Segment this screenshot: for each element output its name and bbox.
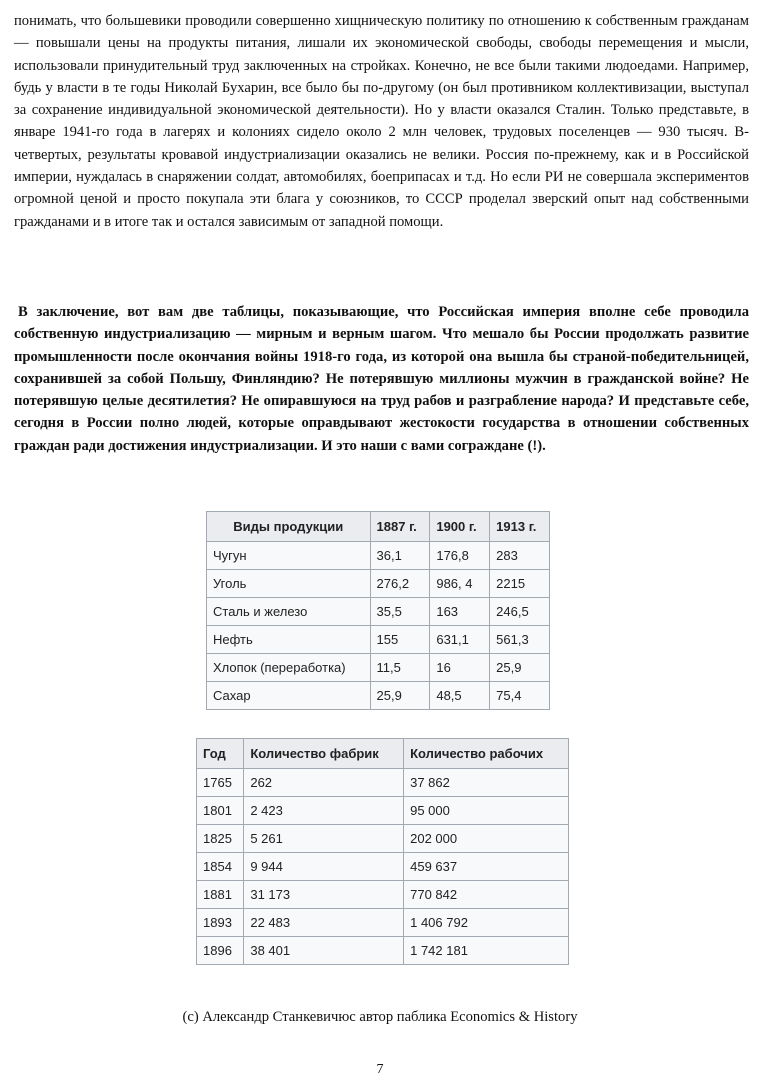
- table-cell: Хлопок (переработка): [207, 654, 371, 682]
- table-cell: 561,3: [490, 626, 550, 654]
- table-row: [197, 797, 569, 825]
- table-cell: 459 637: [404, 853, 569, 881]
- table-row: [197, 937, 569, 965]
- table-cell: 9 944: [244, 853, 404, 881]
- table-cell: 5 261: [244, 825, 404, 853]
- table-cell: Уголь: [207, 570, 371, 598]
- table-cell: Чугун: [207, 542, 371, 570]
- table-cell: 37 862: [404, 769, 569, 797]
- table-cell: 631,1: [430, 626, 490, 654]
- table-cell: Нефть: [207, 626, 371, 654]
- table-cell: 35,5: [370, 598, 430, 626]
- table-cell: 1 742 181: [404, 937, 569, 965]
- table-row: [207, 542, 550, 570]
- table-row: [207, 570, 550, 598]
- table-cell: 48,5: [430, 682, 490, 710]
- table-cell: 155: [370, 626, 430, 654]
- header-factory-count: Количество фабрик: [244, 739, 404, 769]
- table-cell: 1801: [197, 797, 244, 825]
- table-cell: 1825: [197, 825, 244, 853]
- table-cell: 25,9: [490, 654, 550, 682]
- header-product-type: Виды продукции: [207, 512, 371, 542]
- credit-line: (с) Александр Станкевичюс автор паблика Economics & History: [182, 1009, 578, 1025]
- header-1900: 1900 г.: [430, 512, 490, 542]
- table-row: [197, 769, 569, 797]
- table-cell: 176,8: [430, 542, 490, 570]
- table-cell: 1896: [197, 937, 244, 965]
- table-cell: 11,5: [370, 654, 430, 682]
- table-cell: 986, 4: [430, 570, 490, 598]
- table-cell: 1893: [197, 909, 244, 937]
- table-row: [207, 682, 550, 710]
- page-number: 7: [376, 1062, 384, 1077]
- table-cell: 276,2: [370, 570, 430, 598]
- table-cell: 25,9: [370, 682, 430, 710]
- table-cell: 202 000: [404, 825, 569, 853]
- table-cell: Сахар: [207, 682, 371, 710]
- table-cell: 283: [490, 542, 550, 570]
- table-row: [207, 654, 550, 682]
- table-cell: 22 483: [244, 909, 404, 937]
- table-cell: 770 842: [404, 881, 569, 909]
- table-cell: 262: [244, 769, 404, 797]
- table-cell: 2215: [490, 570, 550, 598]
- header-year: Год: [197, 739, 244, 769]
- table-cell: 38 401: [244, 937, 404, 965]
- table-cell: 1 406 792: [404, 909, 569, 937]
- table-cell: 95 000: [404, 797, 569, 825]
- table-row: [207, 626, 550, 654]
- conclusion-paragraph: В заключение, вот вам две таблицы, показывающие, что Российская империя вполне себе проводила собственную индустриализацию — мирным и верным шагом. Что мешало бы России продолжать развитие промышленности после окончания войны 1918-го года, из которой она вышла бы страной-победительницей, сохранившей за собой Польшу, Финляндию? Не потерявшую миллионы мужчин в гражданской войне? Не потерявшую целые десятилетия? Не опиравшуюся на труд рабов и разграбление народа? И представьте себе, сегодня в России полно людей, которые оправдывают жестокости государства в отношении собственных граждан ради достижения индустриализации. И это наши с вами сограждане (!).: [14, 304, 749, 454]
- table-cell: 31 173: [244, 881, 404, 909]
- table-header-row: [197, 739, 569, 769]
- table-header-row: [207, 512, 550, 542]
- table-cell: 246,5: [490, 598, 550, 626]
- production-table: [206, 511, 550, 710]
- factory-table: [196, 738, 569, 965]
- header-worker-count: Количество рабочих: [404, 739, 569, 769]
- table-cell: 1765: [197, 769, 244, 797]
- table-row: [197, 825, 569, 853]
- table-cell: 1854: [197, 853, 244, 881]
- table-cell: 163: [430, 598, 490, 626]
- table-row: [197, 881, 569, 909]
- header-1887: 1887 г.: [370, 512, 430, 542]
- table-cell: Сталь и железо: [207, 598, 371, 626]
- table-row: [197, 909, 569, 937]
- table-cell: 36,1: [370, 542, 430, 570]
- body-paragraph: понимать, что большевики проводили совершенно хищническую политику по отношению к собственным гражданам — повышали цены на продукты питания, лишали их экономической свободы, свободы перемещения и мысли, использовали принудительный труд заключенных на стройках. Конечно, не все были такими людоедами. Например, будь у власти в те годы Николай Бухарин, все было бы по-другому (он был противником коллективизации, выступал за сохранение индивидуальной экономической деятельности). Но у власти оказался Сталин. Только представьте, в январе 1941-го года в лагерях и колониях сидело около 2 млн человек, трудовых поселенцев — 930 тысяч. В-четвертых, результаты кровавой индустриализации оказались не велики. Россия по-прежнему, как и в Российской империи, нуждалась в снаряжении солдат, автомобилях, боеприпасах и т.д. Но если РИ не совершала экспериментов огромной ценой и просто покупала эти блага у союзников, то СССР проделал зверский опыт над собственными гражданами и в итоге так и остался зависимым от западной помощи.: [14, 13, 749, 230]
- table-cell: 75,4: [490, 682, 550, 710]
- table-row: [207, 598, 550, 626]
- header-1913: 1913 г.: [490, 512, 550, 542]
- table-cell: 1881: [197, 881, 244, 909]
- table-cell: 2 423: [244, 797, 404, 825]
- table-row: [197, 853, 569, 881]
- table-cell: 16: [430, 654, 490, 682]
